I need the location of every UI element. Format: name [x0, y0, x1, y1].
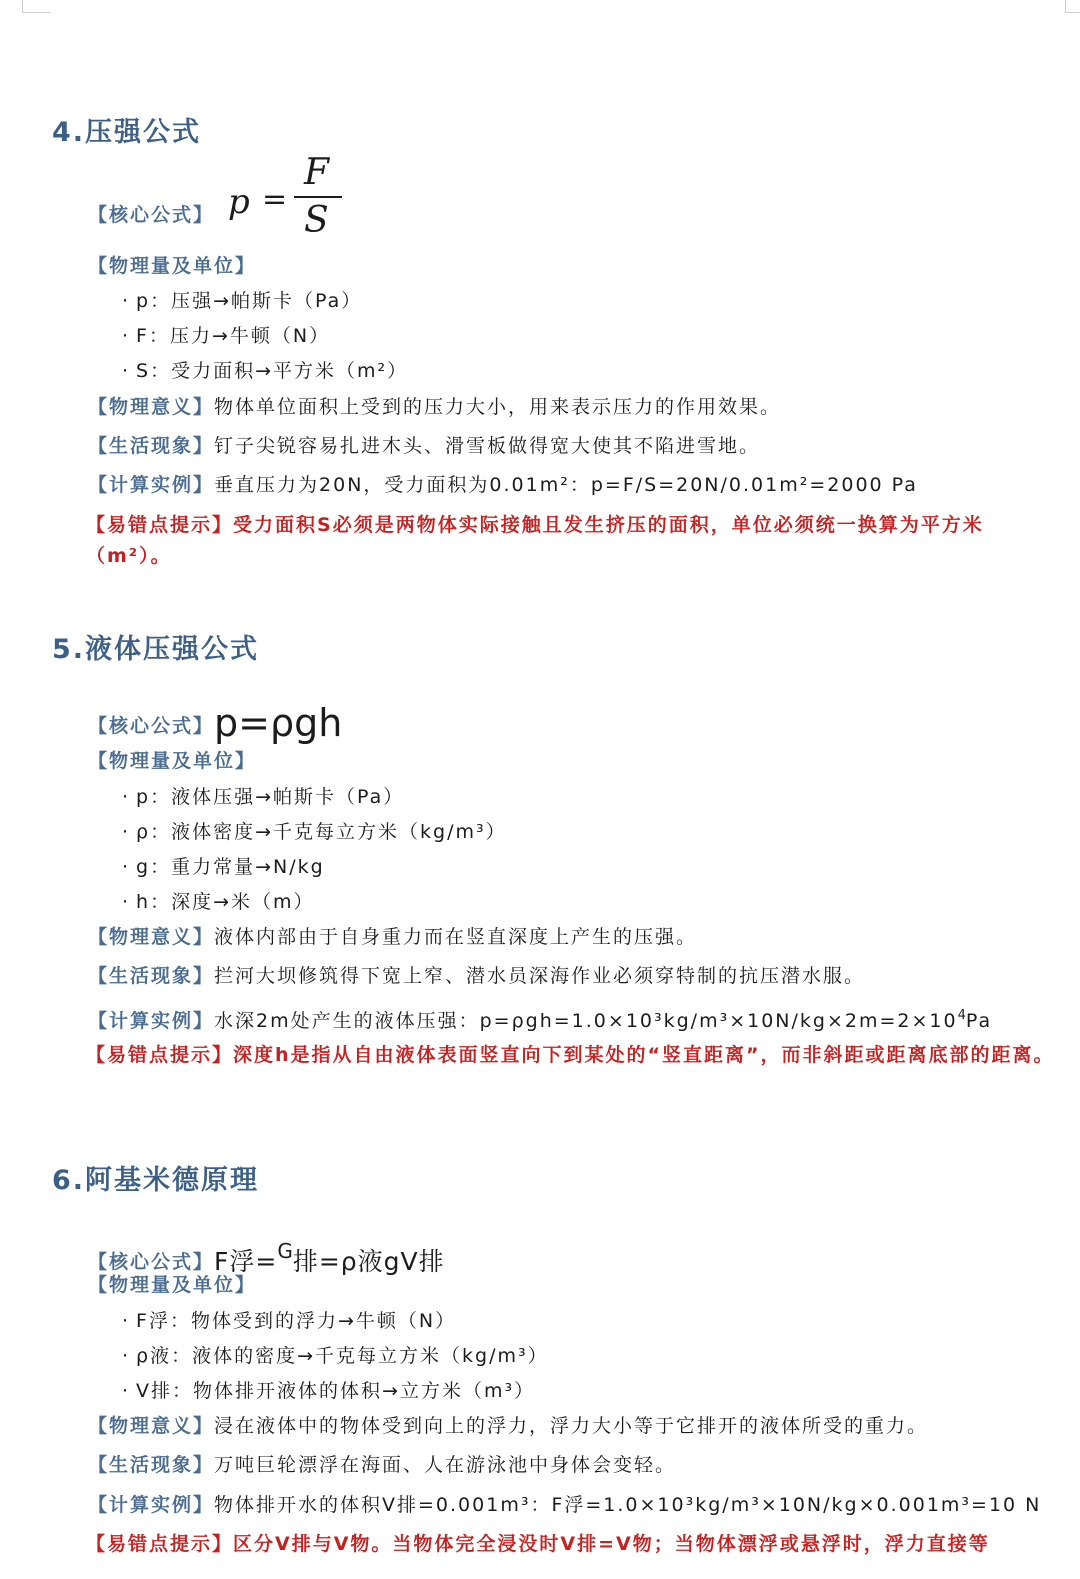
liquid-pressure-formula: p=ρgh	[214, 701, 343, 745]
unit-item-text: h：深度→米（m）	[136, 891, 315, 913]
bullet-mark: ·	[122, 821, 131, 843]
formula-lhs: p	[228, 182, 250, 222]
pressure-formula	[228, 152, 348, 248]
page-corner-mark-left	[22, 0, 51, 13]
bullet-mark: ·	[122, 325, 131, 347]
example-tag: 【计算实例】	[88, 1010, 215, 1032]
life-text: 万吨巨轮漂浮在海面、人在游泳池中身体会变轻。	[214, 1454, 677, 1476]
core-formula-tag: 【核心公式】	[88, 715, 215, 737]
unit-item	[122, 1341, 549, 1371]
error-row-pressure	[86, 510, 1060, 572]
fraction-bar	[294, 196, 342, 198]
example-text: 水深2m处产生的液体压强：p=ρgh=1.0×10³kg/m³×10N/kg×2m=2×10	[214, 1010, 958, 1032]
bullet-mark: ·	[122, 856, 131, 878]
core-formula-tag: 【核心公式】	[88, 204, 215, 226]
meaning-text: 浸在液体中的物体受到向上的浮力，浮力大小等于它排开的液体所受的重力。	[214, 1415, 929, 1437]
bullet-mark: ·	[122, 360, 131, 382]
core-formula-tag: 【核心公式】	[88, 1251, 215, 1273]
example-row-archimedes	[88, 1490, 1062, 1520]
archimedes-formula-sup: G	[277, 1239, 293, 1263]
unit-item-text: V排：物体排开液体的体积→立方米（m³）	[136, 1380, 536, 1402]
meaning-tag: 【物理意义】	[88, 926, 215, 948]
bullet-mark: ·	[122, 786, 131, 808]
unit-item	[122, 887, 315, 917]
unit-item-text: S：受力面积→平方米（m²）	[136, 360, 409, 382]
archimedes-formula-part2: 排=ρ液gV排	[292, 1247, 445, 1276]
unit-item-text: F：压力→牛顿（N）	[136, 325, 331, 347]
unit-item-text: ρ：液体密度→千克每立方米（kg/m³）	[136, 821, 507, 843]
example-tag: 【计算实例】	[88, 1494, 215, 1516]
units-tag: 【物理量及单位】	[88, 255, 257, 277]
example-text: 垂直压力为20N，受力面积为0.01m²：p=F/S=20N/0.01m²=2000 Pa	[214, 474, 918, 496]
error-text: 受力面积S必须是两物体实际接触且发生挤压的面积，单位必须统一换算为平方米（m²）。	[86, 514, 984, 567]
error-text: 区分V排与V物。当物体完全浸没时V排=V物；当物体漂浮或悬浮时，浮力直接等	[233, 1533, 990, 1555]
bullet-mark: ·	[122, 1310, 131, 1332]
section-title-archimedes: 6.阿基米德原理	[52, 1165, 260, 1196]
section-title-pressure: 4.压强公式	[52, 117, 202, 148]
unit-item-text: ρ液：液体的密度→千克每立方米（kg/m³）	[136, 1345, 549, 1367]
unit-item	[122, 1376, 535, 1406]
bullet-mark: ·	[122, 290, 131, 312]
unit-item	[122, 321, 330, 351]
meaning-tag: 【物理意义】	[88, 1415, 215, 1437]
life-row-pressure	[88, 431, 1062, 461]
life-tag: 【生活现象】	[88, 1454, 215, 1476]
formula-numerator: F	[304, 152, 329, 193]
error-row-archimedes	[86, 1529, 1060, 1559]
example-unit: Pa	[965, 1010, 993, 1032]
unit-item	[122, 1306, 456, 1336]
unit-item-text: p：压强→帕斯卡（Pa）	[136, 290, 363, 312]
error-text: 深度h是指从自由液体表面竖直向下到某处的“竖直距离”，而非斜距或距离底部的距离。	[233, 1044, 1055, 1066]
meaning-row-archimedes	[88, 1411, 1062, 1441]
life-text: 钉子尖锐容易扎进木头、滑雪板做得宽大使其不陷进雪地。	[214, 435, 761, 457]
bullet-mark: ·	[122, 891, 131, 913]
units-heading-archimedes	[88, 1270, 1062, 1300]
unit-item-text: p：液体压强→帕斯卡（Pa）	[136, 786, 405, 808]
unit-item	[122, 852, 325, 882]
unit-item	[122, 817, 507, 847]
meaning-text: 物体单位面积上受到的压力大小，用来表示压力的作用效果。	[214, 396, 782, 418]
units-heading-liquid	[88, 746, 1062, 776]
example-tag: 【计算实例】	[88, 474, 215, 496]
example-row-liquid	[88, 1001, 1062, 1036]
meaning-row-liquid	[88, 922, 1062, 952]
formula-equals: =	[262, 182, 288, 217]
meaning-tag: 【物理意义】	[88, 396, 215, 418]
core-formula-row-liquid	[88, 701, 1062, 745]
units-tag: 【物理量及单位】	[88, 750, 257, 772]
life-row-liquid	[88, 961, 1062, 991]
section-title-liquid-pressure: 5.液体压强公式	[52, 634, 260, 665]
bullet-mark: ·	[122, 1380, 131, 1402]
unit-item-text: g：重力常量→N/kg	[136, 856, 325, 878]
life-tag: 【生活现象】	[88, 965, 215, 987]
archimedes-formula-part1: F浮=	[214, 1247, 278, 1276]
error-tag: 【易错点提示】	[86, 514, 234, 536]
life-text: 拦河大坝修筑得下宽上窄、潜水员深海作业必须穿特制的抗压潜水服。	[214, 965, 866, 987]
error-tag: 【易错点提示】	[86, 1533, 234, 1555]
page-corner-mark-right	[1065, 0, 1080, 13]
life-row-archimedes	[88, 1450, 1062, 1480]
exponent: 4	[957, 1008, 966, 1023]
meaning-text: 液体内部由于自身重力而在竖直深度上产生的压强。	[214, 926, 698, 948]
bullet-mark: ·	[122, 1345, 131, 1367]
life-tag: 【生活现象】	[88, 435, 215, 457]
example-row-pressure	[88, 470, 1062, 500]
unit-item-text: F浮：物体受到的浮力→牛顿（N）	[136, 1310, 457, 1332]
unit-item	[122, 782, 404, 812]
units-tag: 【物理量及单位】	[88, 1274, 257, 1296]
units-heading-pressure	[88, 251, 1062, 281]
error-tag: 【易错点提示】	[86, 1044, 234, 1066]
error-row-liquid	[86, 1040, 1060, 1071]
unit-item	[122, 356, 408, 386]
example-text: 物体排开水的体积V排=0.001m³：F浮=1.0×10³kg/m³×10N/kg×0.001m³=10 N	[214, 1494, 1042, 1516]
meaning-row-pressure	[88, 392, 1062, 422]
formula-denominator: S	[304, 200, 329, 241]
unit-item	[122, 286, 362, 316]
